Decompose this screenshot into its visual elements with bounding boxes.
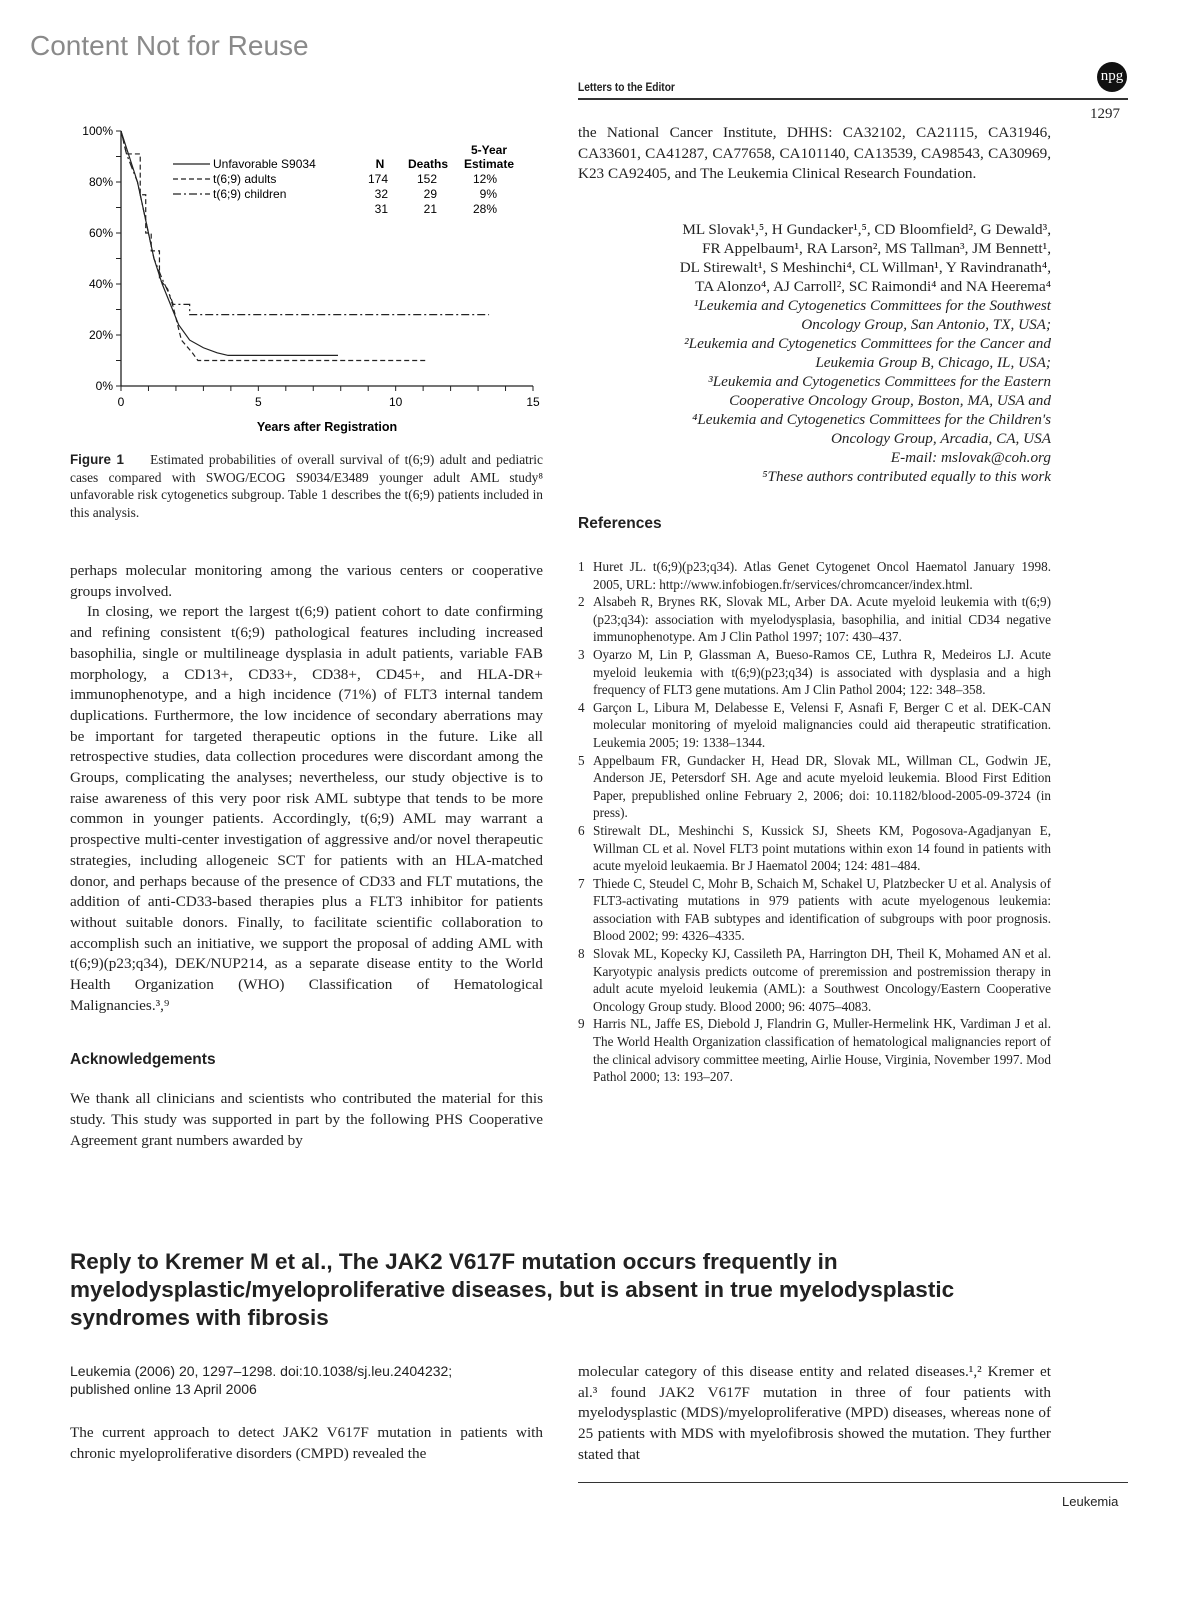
author-line: TA Alonzo⁴, AJ Carroll², SC Raimondi⁴ and NA Heerema⁴ <box>695 278 1051 295</box>
references-list <box>578 558 1051 1086</box>
right-top-text: the National Cancer Institute, DHHS: CA32102, CA21115, CA31946, CA33601, CA41287, CA77658, CA101140, CA13539, CA98543, CA30969, K23 CA92405, and The Leukemia Clinical Research Foundation. <box>578 124 1051 183</box>
y-tick-label: 80% <box>88 175 113 189</box>
reference-number: 5 <box>578 752 585 768</box>
reference-item <box>578 752 1051 822</box>
acknowledgements-text: We thank all clinicians and scientists who contributed the material for this study. This study was supported in part by the following PHS Cooperative Agreement grant numbers awarded by <box>70 1090 543 1149</box>
figure-caption <box>70 451 543 521</box>
reference-text: Slovak ML, Kopecky KJ, Cassileth PA, Harrington DH, Theil K, Mohamed AN et al. Karyotypic analysis predicts outcome of preremission and postremission therapy in adult acute myeloid leukemia (AML): a Southwest Oncology/Eastern Cooperative Oncology Group study. Blood 2000; 96: 4075–4083. <box>593 946 1051 1014</box>
citation-line: published online 13 April 2006 <box>70 1381 257 1397</box>
reference-number: 4 <box>578 699 585 715</box>
reference-number: 8 <box>578 946 585 962</box>
table-deaths: 21 <box>423 202 437 216</box>
reference-number: 3 <box>578 646 585 662</box>
x-tick-label: 5 <box>254 395 262 409</box>
table-n: 31 <box>374 202 388 216</box>
reference-item <box>578 945 1051 1015</box>
reference-item <box>578 646 1051 699</box>
author-line: DL Stirewalt¹, S Meshinchi⁴, CL Willman¹, Y Ravindranath⁴, <box>679 259 1051 276</box>
reference-number: 7 <box>578 875 585 891</box>
table-header-5-year: 5-Year <box>470 143 508 157</box>
table-deaths: 152 <box>416 172 437 186</box>
reference-number: 9 <box>578 1016 585 1032</box>
article-title: Reply to Kremer M et al., The JAK2 V617F mutation occurs frequently in myelodysplastic/myeloproliferative diseases, but is absent in true myelodysplastic syndromes with fibrosis <box>70 1249 955 1330</box>
reference-item <box>578 875 1051 945</box>
table-n: 32 <box>374 187 388 201</box>
survival-chart <box>60 120 550 440</box>
author-line: ML Slovak¹,⁵, H Gundacker¹,⁵, CD Bloomfield², G Dewald³, <box>682 221 1051 238</box>
email-link[interactable]: E-mail: mslovak@coh.org <box>890 449 1051 466</box>
reference-text: Garçon L, Libura M, Delabesse E, Velensi F, Asnafi F, Berger C et al. DEK-CAN molecular monitoring of myeloid malignancies could aid therapeutic stratification. Leukemia 2005; 19: 1338–1344. <box>593 699 1051 750</box>
y-tick-label: 60% <box>88 226 113 240</box>
reference-item <box>578 822 1051 875</box>
table-estimate: 28% <box>472 202 497 216</box>
running-head: Letters to the Editor <box>578 80 675 94</box>
reference-text: Thiede C, Steudel C, Mohr B, Schaich M, Schakel U, Platzbecker U et al. Analysis of FLT3-activating mutations in 979 patients with acute myelogenous leukemia: association with FAB subtypes and identification of subgroups with poor prognosis. Blood 2002; 99: 4326–4335. <box>593 875 1051 944</box>
x-axis-label: Years after Registration <box>256 420 398 434</box>
table-header-deaths: Deaths <box>407 157 449 171</box>
footer-journal: Leukemia <box>1062 1494 1119 1509</box>
header-rule <box>578 98 1128 100</box>
author-block <box>578 220 1051 486</box>
table-header-estimate: Estimate <box>463 157 515 171</box>
reference-number: 6 <box>578 822 585 838</box>
citation <box>70 1362 543 1398</box>
reference-item <box>578 1015 1051 1085</box>
reference-text: Huret JL. t(6;9)(p23;q34). Atlas Genet Cytogenet Oncol Haematol January 1998. 2005, URL: http://www.infobiogen.fr/services/chromcancer/index.html. <box>593 559 1051 592</box>
reference-number: 2 <box>578 594 585 610</box>
acknowledgements-heading: Acknowledgements <box>70 1051 216 1069</box>
reference-text: Stirewalt DL, Meshinchi S, Kussick SJ, Sheets KM, Pogosova-Agadjanyan E, Willman CL et al. Novel FLT3 point mutations within exon 14 found in patients with acute myeloid leukaemia. Br J Haematol 2004; 124: 481–484. <box>593 822 1051 874</box>
affiliation-line: Cooperative Oncology Group, Boston, MA, USA and <box>729 392 1051 409</box>
table-header-n: N <box>375 157 385 171</box>
affiliation-line: ⁵These authors contributed equally to this work <box>762 468 1051 485</box>
paragraph: In closing, we report the largest t(6;9) patient cohort to date confirming and refining consistent t(6;9) pathological features including increased basophilia, single or multilineage dysplasia in adult patients, variable FAB morphology, a CD13+, CD33+, CD38+, CD45+, and HLA-DR+ immunophenotype, and a high incidence (71%) of FLT3 internal tandem duplications. Furthermore, the low incidence of secondary aberrations may be important for targeted therapeutic options in the future. Like all retrospective studies, data collection procedures were discordant among the Groups, complicating the analyses; nevertheless, our study objective is to raise awareness of this very poor risk AML subtype that tends to be more common in younger patients. Accordingly, t(6;9) AML may warrant a prospective multi-center investigation of aggressive and/or novel therapeutic strategies, including allogeneic SCT for patients with an HLA-matched donor, and perhaps because of the presence of CD33 and FLT mutations, the addition of anti-CD33-based therapies plus a FLT3 inhibitor for patients without suitable donors. Finally, to facilitate scientific collaboration to accomplish such an initiative, we support the proposal of adding AML with t(6;9)(p23;q34), DEK/NUP214, as a separate disease entity to the World Health Organization (WHO) Classification of Hematological Malignancies.³,⁹ <box>70 603 543 1014</box>
references-heading: References <box>578 515 662 532</box>
reference-text: Appelbaum FR, Gundacker H, Head DR, Slovak ML, Willman CL, Godwin JE, Anderson JE, Petersdorf SH. Age and acute myeloid leukemia. Blood First Edition Paper, prepublished online February 2, 2006; doi: 10.1182/blood-2005-09-3724 (in press). <box>593 752 1051 821</box>
legend-label: Unfavorable S9034 <box>213 157 316 171</box>
reference-text: Oyarzo M, Lin P, Glassman A, Bueso-Ramos CE, Luthra R, Medeiros LJ. Acute myeloid leukemia with t(6;9)(p23;q34) is associated with dysplasia and a high frequency of FLT3 gene mutations. Am J Clin Pathol 2004; 122: 348–358. <box>593 646 1051 698</box>
table-n: 174 <box>367 172 388 186</box>
legend-label: t(6;9) adults <box>213 172 277 186</box>
npg-logo: npg <box>1097 62 1127 92</box>
reference-text: Harris NL, Jaffe ES, Diebold J, Flandrin G, Muller-Hermelink HK, Vardiman J et al. The World Health Organization classification of hematological malignancies report of the clinical advisory committee meeting, Airlie House, Virginia, November 1997. Mod Pathol 2000; 13: 193–207. <box>593 1016 1051 1085</box>
table-estimate: 12% <box>472 172 497 186</box>
reference-text: Alsabeh R, Brynes RK, Slovak ML, Arber DA. Acute myeloid leukemia with t(6;9)(p23;q34): association with myelodysplasia, basophilia, and initial CD34 negative immunophenotype. Am J Clin Pathol 1997; 107: 430–437. <box>593 594 1051 645</box>
affiliation-line: Oncology Group, Arcadia, CA, USA <box>830 430 1051 447</box>
table-deaths: 29 <box>423 187 437 201</box>
figure-caption-text: Estimated probabilities of overall survival of t(6;9) adult and pediatric cases compared with SWOG/ECOG S9034/E3489 younger adult AML study⁸ unfavorable risk cytogenetics subgroup. Table 1 describes the t(6;9) patients included in this analysis. <box>70 452 543 520</box>
citation-line: Leukemia (2006) 20, 1297–1298. doi:10.1038/sj.leu.2404232; <box>70 1363 453 1379</box>
reference-number: 1 <box>578 559 585 574</box>
affiliation-line: ⁴Leukemia and Cytogenetics Committees for the Children's <box>692 411 1051 428</box>
watermark: Content Not for Reuse <box>30 30 309 61</box>
y-tick-label: 20% <box>88 328 113 342</box>
reference-item <box>578 558 1051 593</box>
x-tick-label: 0 <box>117 395 125 409</box>
left-body <box>70 561 543 1151</box>
article-left-text: The current approach to detect JAK2 V617F mutation in patients with chronic myeloproliferative disorders (CMPD) revealed the <box>70 1424 543 1462</box>
table-estimate: 9% <box>479 187 497 201</box>
reference-item <box>578 593 1051 646</box>
affiliation-line: Leukemia Group B, Chicago, IL, USA; <box>815 354 1051 371</box>
x-tick-label: 15 <box>526 395 540 409</box>
figure-label: Figure 1 <box>70 452 124 467</box>
affiliation-line: ¹Leukemia and Cytogenetics Committees for the Southwest <box>693 297 1051 314</box>
y-tick-label: 40% <box>88 277 113 291</box>
reference-item <box>578 699 1051 752</box>
affiliation-line: ²Leukemia and Cytogenetics Committees for the Cancer and <box>684 335 1051 352</box>
y-tick-label: 0% <box>95 379 113 393</box>
legend-label: t(6;9) children <box>213 187 287 201</box>
y-tick-label: 100% <box>82 124 113 138</box>
page-number: 1297 <box>1090 106 1120 122</box>
author-line: FR Appelbaum¹, RA Larson², MS Tallman³, JM Bennett¹, <box>702 240 1051 257</box>
article-right-text: molecular category of this disease entity and related diseases.¹,² Kremer et al.³ found JAK2 V617F mutation in three of four patients with myelodysplastic (MDS)/myeloproliferative (MPD) diseases, whereas none of 25 patients with MDS with myelofibrosis showed the mutation. They further stated that <box>578 1363 1051 1463</box>
footer-rule <box>578 1482 1128 1483</box>
affiliation-line: ³Leukemia and Cytogenetics Committees for the Eastern <box>708 373 1051 390</box>
x-tick-label: 10 <box>388 395 403 409</box>
affiliation-line: Oncology Group, San Antonio, TX, USA; <box>801 316 1051 333</box>
paragraph: perhaps molecular monitoring among the various centers or cooperative groups involved. <box>70 562 543 600</box>
